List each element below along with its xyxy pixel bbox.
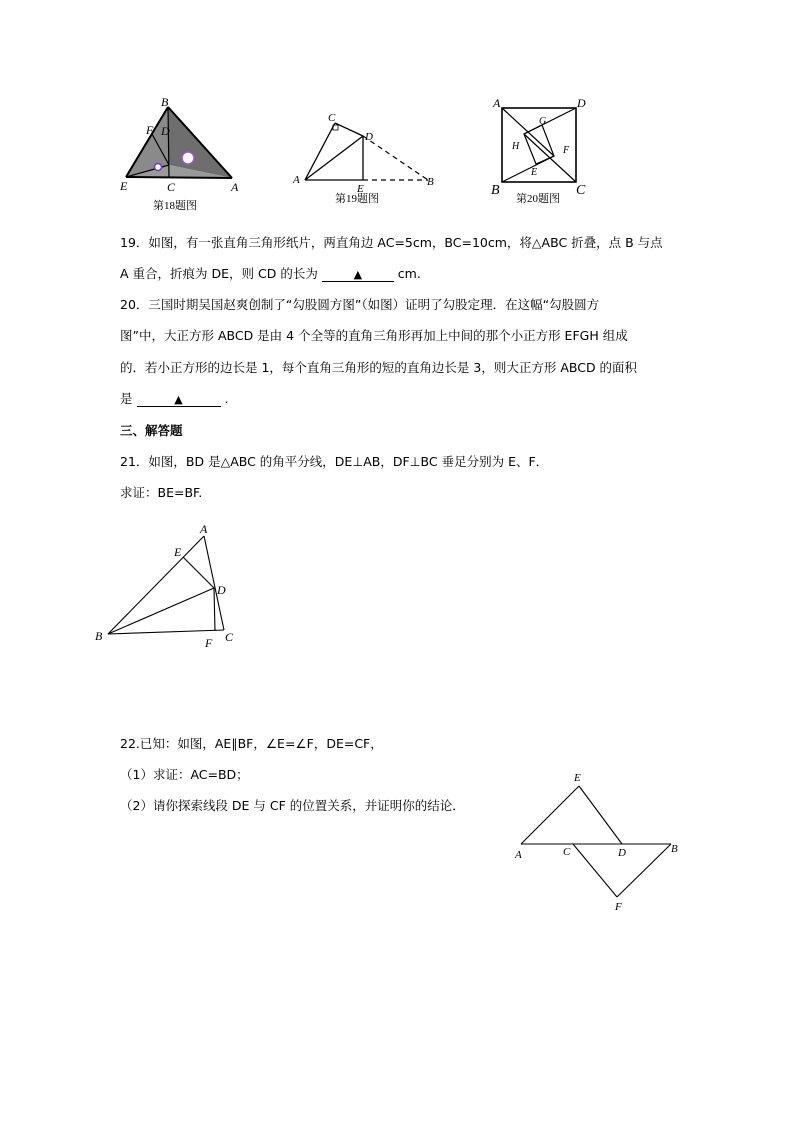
label-A: A [515,849,522,861]
label-C: C [328,112,336,124]
q20-line2: 图”中，大正方形 ABCD 是由 4 个全等的直角三角形再加上中间的那个小正方形 EFGH 组成 [120,328,628,343]
label-E: E [120,179,128,193]
label-C: C [563,846,571,858]
figure-18 [112,92,262,214]
triangle-mark-icon: ▲ [353,268,363,281]
figure-19-diagram [285,108,445,208]
label-C: C [225,630,234,644]
label-H: H [512,141,520,152]
label-B: B [95,629,103,643]
q20-line4-text: 是 [120,391,133,406]
label-F: F [563,145,570,156]
label-A: A [493,96,501,110]
figure-18-diagram [112,92,262,214]
label-C: C [167,180,176,194]
small-square [524,125,554,164]
figure-21-diagram [90,520,250,655]
label-B: B [671,843,678,855]
label-D: D [365,131,373,143]
label-E: E [531,167,538,178]
label-B: B [491,183,500,198]
label-F: F [205,636,213,650]
label-D: D [217,583,226,597]
label-F: F [146,123,154,137]
figure-20-diagram [482,94,602,210]
label-G: G [539,116,547,127]
label-A: A [200,522,208,536]
figure-22-diagram [505,766,695,916]
caption-20: 第20题图 [516,193,560,205]
q21-line1: 21．如图，BD 是△ABC 的角平分线，DE⊥AB，DF⊥BC 垂足分别为 E、F． [120,454,549,469]
q20-line3: 的．若小正方形的边长是 1，每个直角三角形的短的直角边长是 3，则大正方形 ABCD 的面积 [120,360,638,375]
label-B: B [161,95,169,109]
figure-22 [505,766,695,916]
q19-line2-text: A 重合，折痕为 DE，则 CD 的长为 [120,266,318,281]
label-E: E [357,183,364,195]
q22-part1: （1）求证：AC=BD； [120,767,249,782]
figure-20 [482,94,602,210]
section-title: 三、解答题 [120,423,183,438]
q19-line2 [120,266,421,282]
triangle-mark-icon: ▲ [174,393,183,406]
q20-line1: 20．三国时期吴国赵爽创制了“勾股圆方图”（如图）证明了勾股定理．在这幅“勾股圆方 [120,297,600,312]
q21-line2: 求证：BE=BF. [120,485,203,500]
label-A: A [231,180,239,194]
q22-line1: 22.已知：如图，AE∥BF，∠E=∠F，DE=CF， [120,736,383,751]
caption-19: 第19题图 [335,193,379,205]
q19-unit: cm. [397,266,421,281]
label-B: B [427,176,434,188]
label-D: D [577,96,586,110]
label-D: D [618,847,626,859]
angle-marker [182,152,194,164]
q22-part2: （2）请你探索线段 DE 与 CF 的位置关系，并证明你的结论． [120,798,465,813]
q20-line4 [120,391,228,407]
q20-end: . [224,391,229,406]
q19-answer-blank[interactable] [322,266,394,282]
q20-answer-blank[interactable] [137,391,221,407]
label-E: E [174,545,182,559]
figure-19 [285,108,445,208]
label-E: E [574,772,581,784]
label-C: C [576,183,586,198]
figure-21 [90,520,250,655]
label-A: A [293,174,300,186]
label-F: F [615,901,622,913]
caption-18: 第18题图 [153,200,197,212]
q19-line1: 19．如图，有一张直角三角形纸片，两直角边 AC=5cm，BC=10cm，将△ABC 折叠，点 B 与点 [120,235,663,250]
angle-marker [155,164,162,171]
label-D: D [161,124,170,138]
